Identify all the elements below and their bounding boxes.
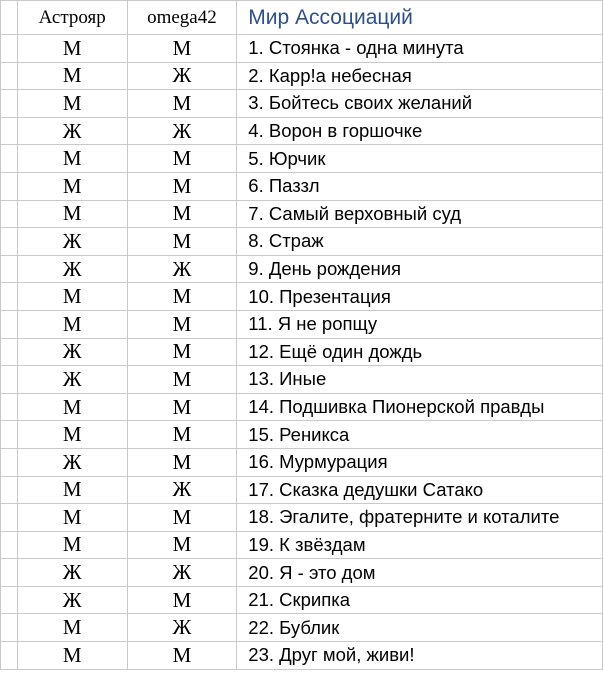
- cell-story-title[interactable]: 10. Презентация: [237, 283, 603, 311]
- cell-astroyar[interactable]: М: [17, 531, 127, 559]
- header-omega42[interactable]: omega42: [127, 1, 237, 35]
- row-stub-cell[interactable]: [1, 559, 18, 587]
- header-astroyar[interactable]: Астрояр: [17, 1, 127, 35]
- cell-astroyar[interactable]: М: [17, 200, 127, 228]
- cell-omega42[interactable]: М: [127, 642, 237, 670]
- row-stub-cell[interactable]: [1, 1, 18, 35]
- cell-story-title[interactable]: 18. Эгалите, фратерните и коталите: [237, 504, 603, 532]
- cell-omega42[interactable]: М: [127, 421, 237, 449]
- cell-omega42[interactable]: Ж: [127, 614, 237, 642]
- row-stub-cell[interactable]: [1, 421, 18, 449]
- cell-omega42[interactable]: Ж: [127, 62, 237, 90]
- cell-astroyar[interactable]: Ж: [17, 559, 127, 587]
- cell-story-title[interactable]: 5. Юрчик: [237, 145, 603, 173]
- table-row: [1, 255, 603, 283]
- cell-astroyar[interactable]: Ж: [17, 228, 127, 256]
- row-stub-cell[interactable]: [1, 283, 18, 311]
- cell-astroyar[interactable]: М: [17, 310, 127, 338]
- table-row: [1, 448, 603, 476]
- cell-omega42[interactable]: М: [127, 35, 237, 63]
- row-stub-cell[interactable]: [1, 228, 18, 256]
- cell-story-title[interactable]: 12. Ещё один дождь: [237, 338, 603, 366]
- table-row: [1, 310, 603, 338]
- cell-story-title[interactable]: 23. Друг мой, живи!: [237, 642, 603, 670]
- cell-astroyar[interactable]: М: [17, 476, 127, 504]
- cell-omega42[interactable]: М: [127, 531, 237, 559]
- cell-story-title[interactable]: 9. День рождения: [237, 255, 603, 283]
- cell-omega42[interactable]: Ж: [127, 255, 237, 283]
- row-stub-cell[interactable]: [1, 642, 18, 670]
- cell-astroyar[interactable]: М: [17, 145, 127, 173]
- cell-omega42[interactable]: М: [127, 172, 237, 200]
- table-row: [1, 338, 603, 366]
- row-stub-cell[interactable]: [1, 531, 18, 559]
- row-stub-cell[interactable]: [1, 586, 18, 614]
- cell-story-title[interactable]: 6. Паззл: [237, 172, 603, 200]
- cell-omega42[interactable]: М: [127, 448, 237, 476]
- cell-omega42[interactable]: М: [127, 393, 237, 421]
- cell-story-title[interactable]: 1. Стоянка - одна минута: [237, 35, 603, 63]
- cell-astroyar[interactable]: Ж: [17, 366, 127, 394]
- cell-omega42[interactable]: М: [127, 310, 237, 338]
- row-stub-cell[interactable]: [1, 338, 18, 366]
- cell-omega42[interactable]: Ж: [127, 476, 237, 504]
- header-mir-associaciy[interactable]: Мир Ассоциаций: [237, 1, 603, 35]
- table-row: [1, 393, 603, 421]
- header-row: [1, 1, 603, 35]
- row-stub-cell[interactable]: [1, 117, 18, 145]
- cell-astroyar[interactable]: Ж: [17, 448, 127, 476]
- cell-omega42[interactable]: М: [127, 283, 237, 311]
- cell-astroyar[interactable]: М: [17, 172, 127, 200]
- table-row: [1, 283, 603, 311]
- table-row: [1, 559, 603, 587]
- cell-story-title[interactable]: 20. Я - это дом: [237, 559, 603, 587]
- row-stub-cell[interactable]: [1, 448, 18, 476]
- table-row: [1, 421, 603, 449]
- cell-omega42[interactable]: Ж: [127, 559, 237, 587]
- table-body: [1, 35, 603, 670]
- cell-astroyar[interactable]: М: [17, 614, 127, 642]
- cell-astroyar[interactable]: Ж: [17, 117, 127, 145]
- cell-omega42[interactable]: Ж: [127, 117, 237, 145]
- cell-astroyar[interactable]: Ж: [17, 255, 127, 283]
- cell-astroyar[interactable]: М: [17, 421, 127, 449]
- cell-story-title[interactable]: 7. Самый верховный суд: [237, 200, 603, 228]
- cell-astroyar[interactable]: М: [17, 393, 127, 421]
- table-row: [1, 586, 603, 614]
- table-row: [1, 476, 603, 504]
- table-row: [1, 200, 603, 228]
- row-stub-cell[interactable]: [1, 200, 18, 228]
- table-row: [1, 62, 603, 90]
- cell-astroyar[interactable]: М: [17, 283, 127, 311]
- cell-astroyar[interactable]: Ж: [17, 586, 127, 614]
- table-row: [1, 642, 603, 670]
- table-row: [1, 35, 603, 63]
- cell-astroyar[interactable]: М: [17, 62, 127, 90]
- cell-omega42[interactable]: М: [127, 338, 237, 366]
- row-stub-cell[interactable]: [1, 504, 18, 532]
- cell-omega42[interactable]: М: [127, 504, 237, 532]
- cell-story-title[interactable]: 17. Сказка дедушки Сатако: [237, 476, 603, 504]
- cell-omega42[interactable]: М: [127, 366, 237, 394]
- row-stub-cell[interactable]: [1, 62, 18, 90]
- cell-story-title[interactable]: 11. Я не ропщу: [237, 310, 603, 338]
- cell-story-title[interactable]: 14. Подшивка Пионерской правды: [237, 393, 603, 421]
- row-stub-cell[interactable]: [1, 476, 18, 504]
- table-row: [1, 614, 603, 642]
- cell-astroyar[interactable]: М: [17, 35, 127, 63]
- cell-astroyar[interactable]: Ж: [17, 338, 127, 366]
- cell-astroyar[interactable]: М: [17, 90, 127, 118]
- table-row: [1, 366, 603, 394]
- table-row: [1, 504, 603, 532]
- cell-omega42[interactable]: М: [127, 228, 237, 256]
- table-row: [1, 228, 603, 256]
- row-stub-cell[interactable]: [1, 310, 18, 338]
- cell-omega42[interactable]: М: [127, 145, 237, 173]
- cell-story-title[interactable]: 16. Мурмурация: [237, 448, 603, 476]
- cell-story-title[interactable]: 22. Бублик: [237, 614, 603, 642]
- row-stub-cell[interactable]: [1, 172, 18, 200]
- row-stub-cell[interactable]: [1, 366, 18, 394]
- cell-omega42[interactable]: М: [127, 90, 237, 118]
- cell-omega42[interactable]: М: [127, 200, 237, 228]
- table-row: [1, 531, 603, 559]
- row-stub-cell[interactable]: [1, 145, 18, 173]
- table-row: [1, 172, 603, 200]
- cell-omega42[interactable]: М: [127, 586, 237, 614]
- table-row: [1, 90, 603, 118]
- cell-story-title[interactable]: 21. Скрипка: [237, 586, 603, 614]
- cell-story-title[interactable]: 19. К звёздам: [237, 531, 603, 559]
- row-stub-cell[interactable]: [1, 35, 18, 63]
- cell-story-title[interactable]: 8. Страж: [237, 228, 603, 256]
- row-stub-cell[interactable]: [1, 393, 18, 421]
- table-row: [1, 117, 603, 145]
- cell-astroyar[interactable]: М: [17, 642, 127, 670]
- cell-story-title[interactable]: 3. Бойтесь своих желаний: [237, 90, 603, 118]
- cell-story-title[interactable]: 2. Карр!а небесная: [237, 62, 603, 90]
- cell-story-title[interactable]: 13. Иные: [237, 366, 603, 394]
- table-row: [1, 145, 603, 173]
- cell-astroyar[interactable]: М: [17, 504, 127, 532]
- row-stub-cell[interactable]: [1, 614, 18, 642]
- cell-story-title[interactable]: 15. Реникса: [237, 421, 603, 449]
- cell-story-title[interactable]: 4. Ворон в горшочке: [237, 117, 603, 145]
- row-stub-cell[interactable]: [1, 90, 18, 118]
- row-stub-cell[interactable]: [1, 255, 18, 283]
